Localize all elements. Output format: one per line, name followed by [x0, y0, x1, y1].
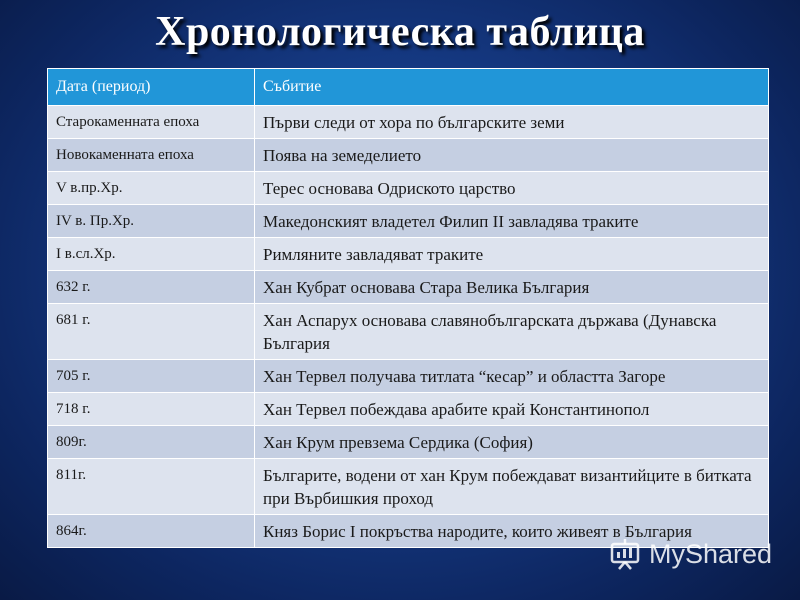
- event-cell: Българите, водени от хан Крум побеждават византийците в битката при Върбишкия проход: [255, 459, 769, 515]
- event-cell: Първи следи от хора по българските земи: [255, 106, 769, 139]
- event-cell: Хан Аспарух основава славянобългарската държава (Дунавска България: [255, 304, 769, 360]
- watermark-text: MyShared: [649, 538, 773, 569]
- event-cell: Терес основава Одриското царство: [255, 172, 769, 205]
- date-cell: 705 г.: [48, 360, 255, 393]
- event-cell: Хан Тервел побеждава арабите край Константинопол: [255, 393, 769, 426]
- date-cell: I в.сл.Хр.: [48, 238, 255, 271]
- table-row: [48, 304, 769, 360]
- table-row: [48, 426, 769, 459]
- table-row: [48, 393, 769, 426]
- table-row: [48, 360, 769, 393]
- date-cell: 632 г.: [48, 271, 255, 304]
- date-cell: Старокаменната епоха: [48, 106, 255, 139]
- table-row: [48, 205, 769, 238]
- table-header-row: [48, 69, 769, 106]
- date-cell: 681 г.: [48, 304, 255, 360]
- column-header-date: Дата (период): [48, 69, 255, 106]
- myshared-watermark: [607, 536, 772, 572]
- event-cell: Поява на земеделието: [255, 139, 769, 172]
- table-row: [48, 172, 769, 205]
- event-cell: Хан Кубрат основава Стара Велика България: [255, 271, 769, 304]
- slide-title: Хронологическа таблица: [155, 9, 645, 55]
- date-cell: Новокаменната епоха: [48, 139, 255, 172]
- table-row: [48, 459, 769, 515]
- event-cell: Хан Крум превзема Сердика (София): [255, 426, 769, 459]
- date-cell: V в.пр.Хр.: [48, 172, 255, 205]
- date-cell: 718 г.: [48, 393, 255, 426]
- date-cell: 811г.: [48, 459, 255, 515]
- event-cell: Хан Тервел получава титлата “кесар” и областта Загоре: [255, 360, 769, 393]
- event-cell: Македонският владетел Филип II завладява траките: [255, 205, 769, 238]
- table-row: [48, 106, 769, 139]
- date-cell: 809г.: [48, 426, 255, 459]
- chronology-table: [47, 68, 769, 548]
- table-row: [48, 238, 769, 271]
- table-row: [48, 271, 769, 304]
- event-cell: Римляните завладяват траките: [255, 238, 769, 271]
- event-cell: Княз Борис I покръства народите, които живеят в България: [255, 515, 769, 548]
- myshared-logo-icon: [607, 536, 643, 572]
- date-cell: IV в. Пр.Хр.: [48, 205, 255, 238]
- table-row: [48, 139, 769, 172]
- date-cell: 864г.: [48, 515, 255, 548]
- column-header-event: Събитие: [255, 69, 769, 106]
